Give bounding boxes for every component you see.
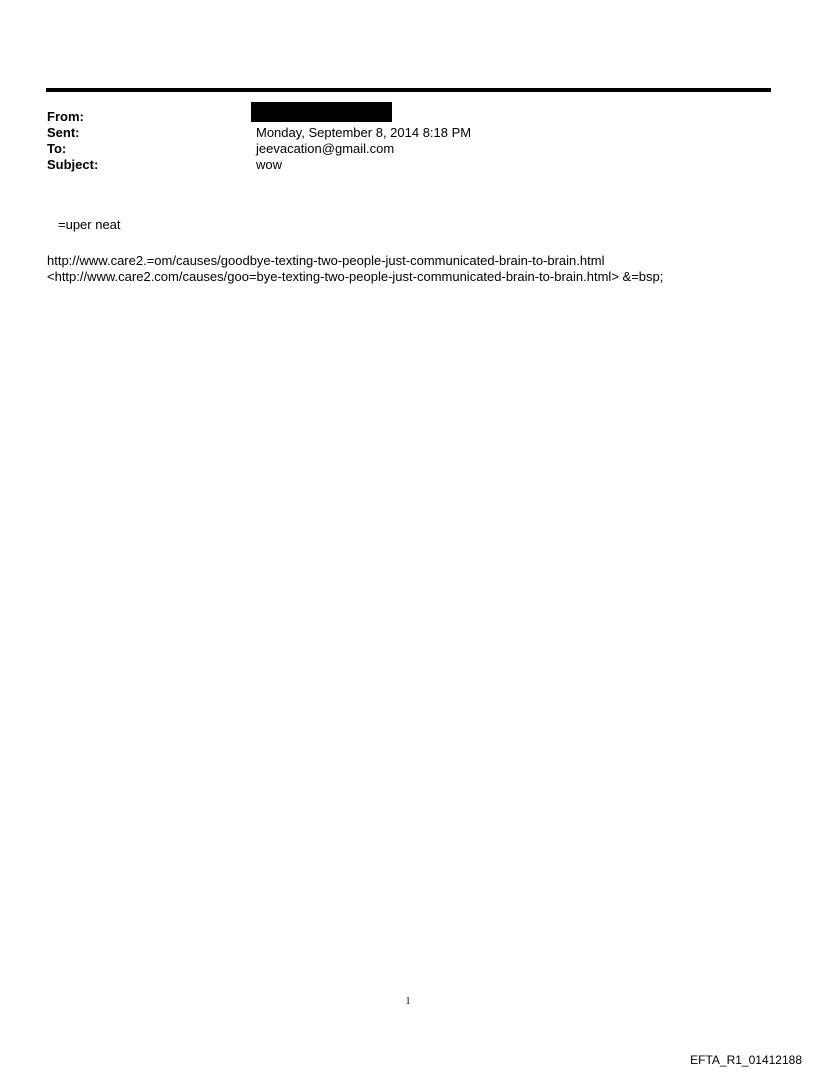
redaction-block: [251, 102, 392, 122]
to-value: jeevacation@gmail.com: [256, 141, 395, 156]
to-label: To:: [47, 141, 67, 156]
body-text-line: =uper neat: [58, 217, 121, 232]
sent-label: Sent:: [47, 125, 80, 140]
page-number: 1: [405, 996, 411, 1007]
header-divider: [46, 88, 771, 92]
body-url-line: <http://www.care2.com/causes/goo=bye-texting-two-people-just-communicated-brain-to-brain.html> &=bsp;: [47, 269, 664, 284]
sent-value: Monday, September 8, 2014 8:18 PM: [256, 125, 472, 140]
subject-label: Subject:: [47, 157, 99, 172]
body-url-line: http://www.care2.=om/causes/goodbye-texting-two-people-just-communicated-brain-to-brain.html: [47, 253, 605, 268]
from-label: From:: [47, 109, 84, 124]
document-id: EFTA_R1_01412188: [690, 1053, 802, 1067]
subject-value: wow: [256, 157, 283, 172]
